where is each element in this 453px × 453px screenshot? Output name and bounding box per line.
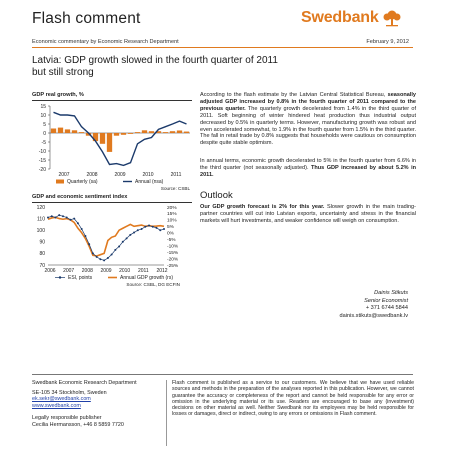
headline <box>32 55 352 78</box>
x-tick-label: 2007 <box>58 172 70 178</box>
esi-point <box>62 215 64 217</box>
p3-text-bold: Our GDP growth forecast is 2% for this year. <box>200 204 325 210</box>
quarterly-bar <box>51 129 56 134</box>
swedbank-logo <box>301 9 403 27</box>
y-tick-label: -5 <box>41 139 46 146</box>
left-tick-label: 90 <box>39 239 45 246</box>
quarterly-bar <box>163 132 168 133</box>
paragraph-2 <box>200 158 416 179</box>
esi-point <box>58 214 60 216</box>
esi-point <box>111 254 113 256</box>
quarterly-bar <box>149 131 154 133</box>
x-tick-label: 2009 <box>100 268 112 274</box>
quarterly-bar <box>58 128 63 133</box>
y-tick-label: 15 <box>40 103 46 110</box>
paragraph-3 <box>200 204 416 225</box>
y-tick-label: 0 <box>43 130 46 137</box>
right-tick-label: 0% <box>167 231 174 237</box>
x-tick-label: 2008 <box>81 268 93 274</box>
author-email: dainis.stikuts@swedbank.lv <box>339 313 408 320</box>
esi-point <box>92 252 94 254</box>
footer-publisher: Cecilia Hermansson, +46 8 5859 7720 <box>32 421 124 428</box>
right-tick-label: -10% <box>167 244 179 250</box>
esi-point <box>129 234 131 236</box>
esi-point <box>156 227 158 229</box>
y-tick-label: 5 <box>43 121 46 128</box>
x-tick-label: 2008 <box>86 172 98 178</box>
esi-line <box>48 215 164 260</box>
logo-text: Swedbank <box>301 9 379 26</box>
legend-label-gdp: Annual GDP growth (rs) <box>120 275 173 282</box>
footer-column-divider <box>166 380 167 446</box>
annual-gdp-line <box>48 217 164 256</box>
esi-point <box>126 237 128 239</box>
quarterly-bar <box>121 133 126 135</box>
esi-point <box>148 225 150 227</box>
quarterly-bar <box>184 132 189 133</box>
quarterly-bar <box>107 133 112 152</box>
legend-label-quarterly: Quarterly (sa) <box>67 179 98 186</box>
p1-text-c: The quarterly growth decelerated from 1.4% in the third quarter of 2011. Soft beginning of winter hindered heat production thus industrial output decreased by 0.5% in quarterly terms. However, manufacturing growth was robust and even accelerated somewhat, to 1.9% in the fourth quarter from 1.5% in the third quarter. The fall in retail trade by 0.8% suggests that households were cautious on consumption despite quite stable optimism. <box>200 105 416 147</box>
gdp-growth-chart <box>28 101 198 193</box>
document-title: Flash comment <box>32 10 141 27</box>
x-tick-label: 2012 <box>156 268 168 274</box>
esi-point <box>122 241 124 243</box>
headline-line-1: Latvia: GDP growth slowed in the fourth quarter of 2011 <box>32 55 278 66</box>
right-tick-label: -15% <box>167 250 179 256</box>
footer-web-link[interactable]: www.swedbank.com <box>32 402 81 409</box>
left-tick-label: 110 <box>37 216 45 223</box>
right-tick-label: 10% <box>167 218 177 224</box>
esi-point <box>66 216 68 218</box>
esi-point <box>84 235 86 237</box>
p1-text-bold: seasonally adjusted GDP increased by 0.8% in the fourth quarter of 2011 compared to the previous quarter. <box>200 92 416 112</box>
esi-point <box>103 259 105 261</box>
x-tick-label: 2011 <box>170 172 182 178</box>
footer-contact <box>32 380 167 429</box>
quarterly-bar <box>114 133 119 136</box>
legend-swatch-quarterly <box>56 180 64 184</box>
footer-disclaimer: Flash comment is published as a service to our customers. We believe that we have used reliable sources and methods in the preparation of the analyses reported in this publication. However, we cannot guarantee the accuracy or completeness of the report and cannot be held responsible for any error or omission in the underlying material or its use. Readers are encouraged to base any (investment) decisions on other material as well. Neither Swedbank nor its employees may be held responsible for losses or damages, direct or indirect, owing to any errors or omissions in Flash comment. <box>172 380 414 418</box>
esi-point <box>47 216 49 218</box>
header-divider <box>32 47 413 48</box>
annual-growth-line <box>54 112 187 165</box>
esi-point <box>99 258 101 260</box>
right-tick-label: 5% <box>167 225 174 231</box>
quarterly-bar <box>128 133 133 134</box>
left-tick-label: 120 <box>36 204 45 211</box>
author-signature <box>258 290 408 321</box>
legend-label-esi: ESI, points <box>68 275 93 282</box>
chart2-source: Source: CSBL, DG ECFIN <box>126 282 180 287</box>
esi-point <box>77 222 79 224</box>
footer-address: SE-105 34 Stockholm, Sweden <box>32 389 107 396</box>
esi-point <box>133 232 135 234</box>
chart1-source: Source: CSBL <box>160 186 190 191</box>
publication-date: February 9, 2012 <box>366 39 409 45</box>
quarterly-bar <box>170 131 175 133</box>
oak-tree-icon <box>381 9 403 27</box>
author-role: Senior Economist <box>364 297 408 304</box>
esi-point <box>144 226 146 228</box>
footer-org: Swedbank Economic Research Department <box>32 380 137 386</box>
right-tick-label: 20% <box>167 205 177 211</box>
x-tick-label: 2010 <box>119 268 131 274</box>
quarterly-bar <box>72 130 77 133</box>
esi-point <box>159 229 161 231</box>
footer-email-link[interactable]: ek.sekr@swedbank.com <box>32 396 91 403</box>
p2-text-a: In annual terms, economic growth decelerated to 5% in the fourth quarter from 6.6% in the third quarter (not seasonally adjusted). <box>200 158 416 171</box>
left-tick-label: 100 <box>36 228 45 234</box>
quarterly-bar <box>135 132 140 133</box>
headline-line-2: but still strong <box>32 66 94 78</box>
y-tick-label: -15 <box>38 157 46 164</box>
left-tick-label: 80 <box>39 251 45 258</box>
esi-point <box>54 216 56 218</box>
author-name: Dainis Stikuts <box>374 290 408 296</box>
y-tick-label: 10 <box>40 112 46 119</box>
quarterly-bar <box>79 132 84 133</box>
esi-point <box>73 218 75 220</box>
esi-point <box>137 229 139 231</box>
x-tick-label: 2006 <box>44 268 56 274</box>
p1-text-a: According to the flash estimate by the Latvian Central Statistical Bureau, <box>200 92 388 98</box>
esi-point <box>163 228 165 230</box>
paragraph-1 <box>200 92 416 147</box>
esi-point <box>81 228 83 230</box>
p3-text-b: Slower growth in the main trading-partner countries will cut into Latvian exports, uncertainty and stress in the financial markets will hurt investments, and weaker confidence will weigh on consumption. <box>200 204 416 224</box>
footer-publisher-label: Legally responsible publisher <box>32 415 102 422</box>
x-tick-label: 2009 <box>114 172 126 178</box>
outlook-heading: Outlook <box>200 190 233 201</box>
esi-point <box>152 226 154 228</box>
esi-point <box>96 256 98 258</box>
esi-point <box>141 228 143 230</box>
x-tick-label: 2010 <box>142 172 154 178</box>
quarterly-bar <box>65 129 70 133</box>
document-subtitle: Economic commentary by Economic Research Department <box>32 39 179 45</box>
right-tick-label: -25% <box>167 263 179 269</box>
quarterly-bar <box>100 133 105 144</box>
chart2-title: GDP and economic sentiment index <box>32 194 128 200</box>
legend-label-annual: Annual (nsa) <box>135 179 164 186</box>
x-tick-label: 2011 <box>137 268 149 274</box>
esi-point <box>107 257 109 259</box>
esi-point <box>114 249 116 251</box>
footer-divider <box>32 374 413 375</box>
quarterly-bar <box>177 130 182 133</box>
esi-point <box>51 215 53 217</box>
chart1-title: GDP real growth, % <box>32 92 84 98</box>
y-tick-label: -10 <box>38 148 46 155</box>
left-tick-label: 70 <box>39 262 45 269</box>
x-tick-label: 2007 <box>63 268 75 274</box>
esi-point <box>118 245 120 247</box>
esi-point <box>69 219 71 221</box>
esi-point <box>88 243 90 245</box>
right-tick-label: 15% <box>167 212 177 218</box>
author-phone: + 371 6744 5844 <box>365 305 408 312</box>
right-tick-label: -5% <box>167 238 176 244</box>
y-tick-label: -20 <box>38 166 46 173</box>
p2-text-bold: Thus GDP increased by about 5.2% in 2011. <box>200 164 416 178</box>
quarterly-bar <box>142 130 147 133</box>
right-tick-label: -20% <box>167 257 179 263</box>
gdp-sentiment-chart <box>28 203 198 293</box>
